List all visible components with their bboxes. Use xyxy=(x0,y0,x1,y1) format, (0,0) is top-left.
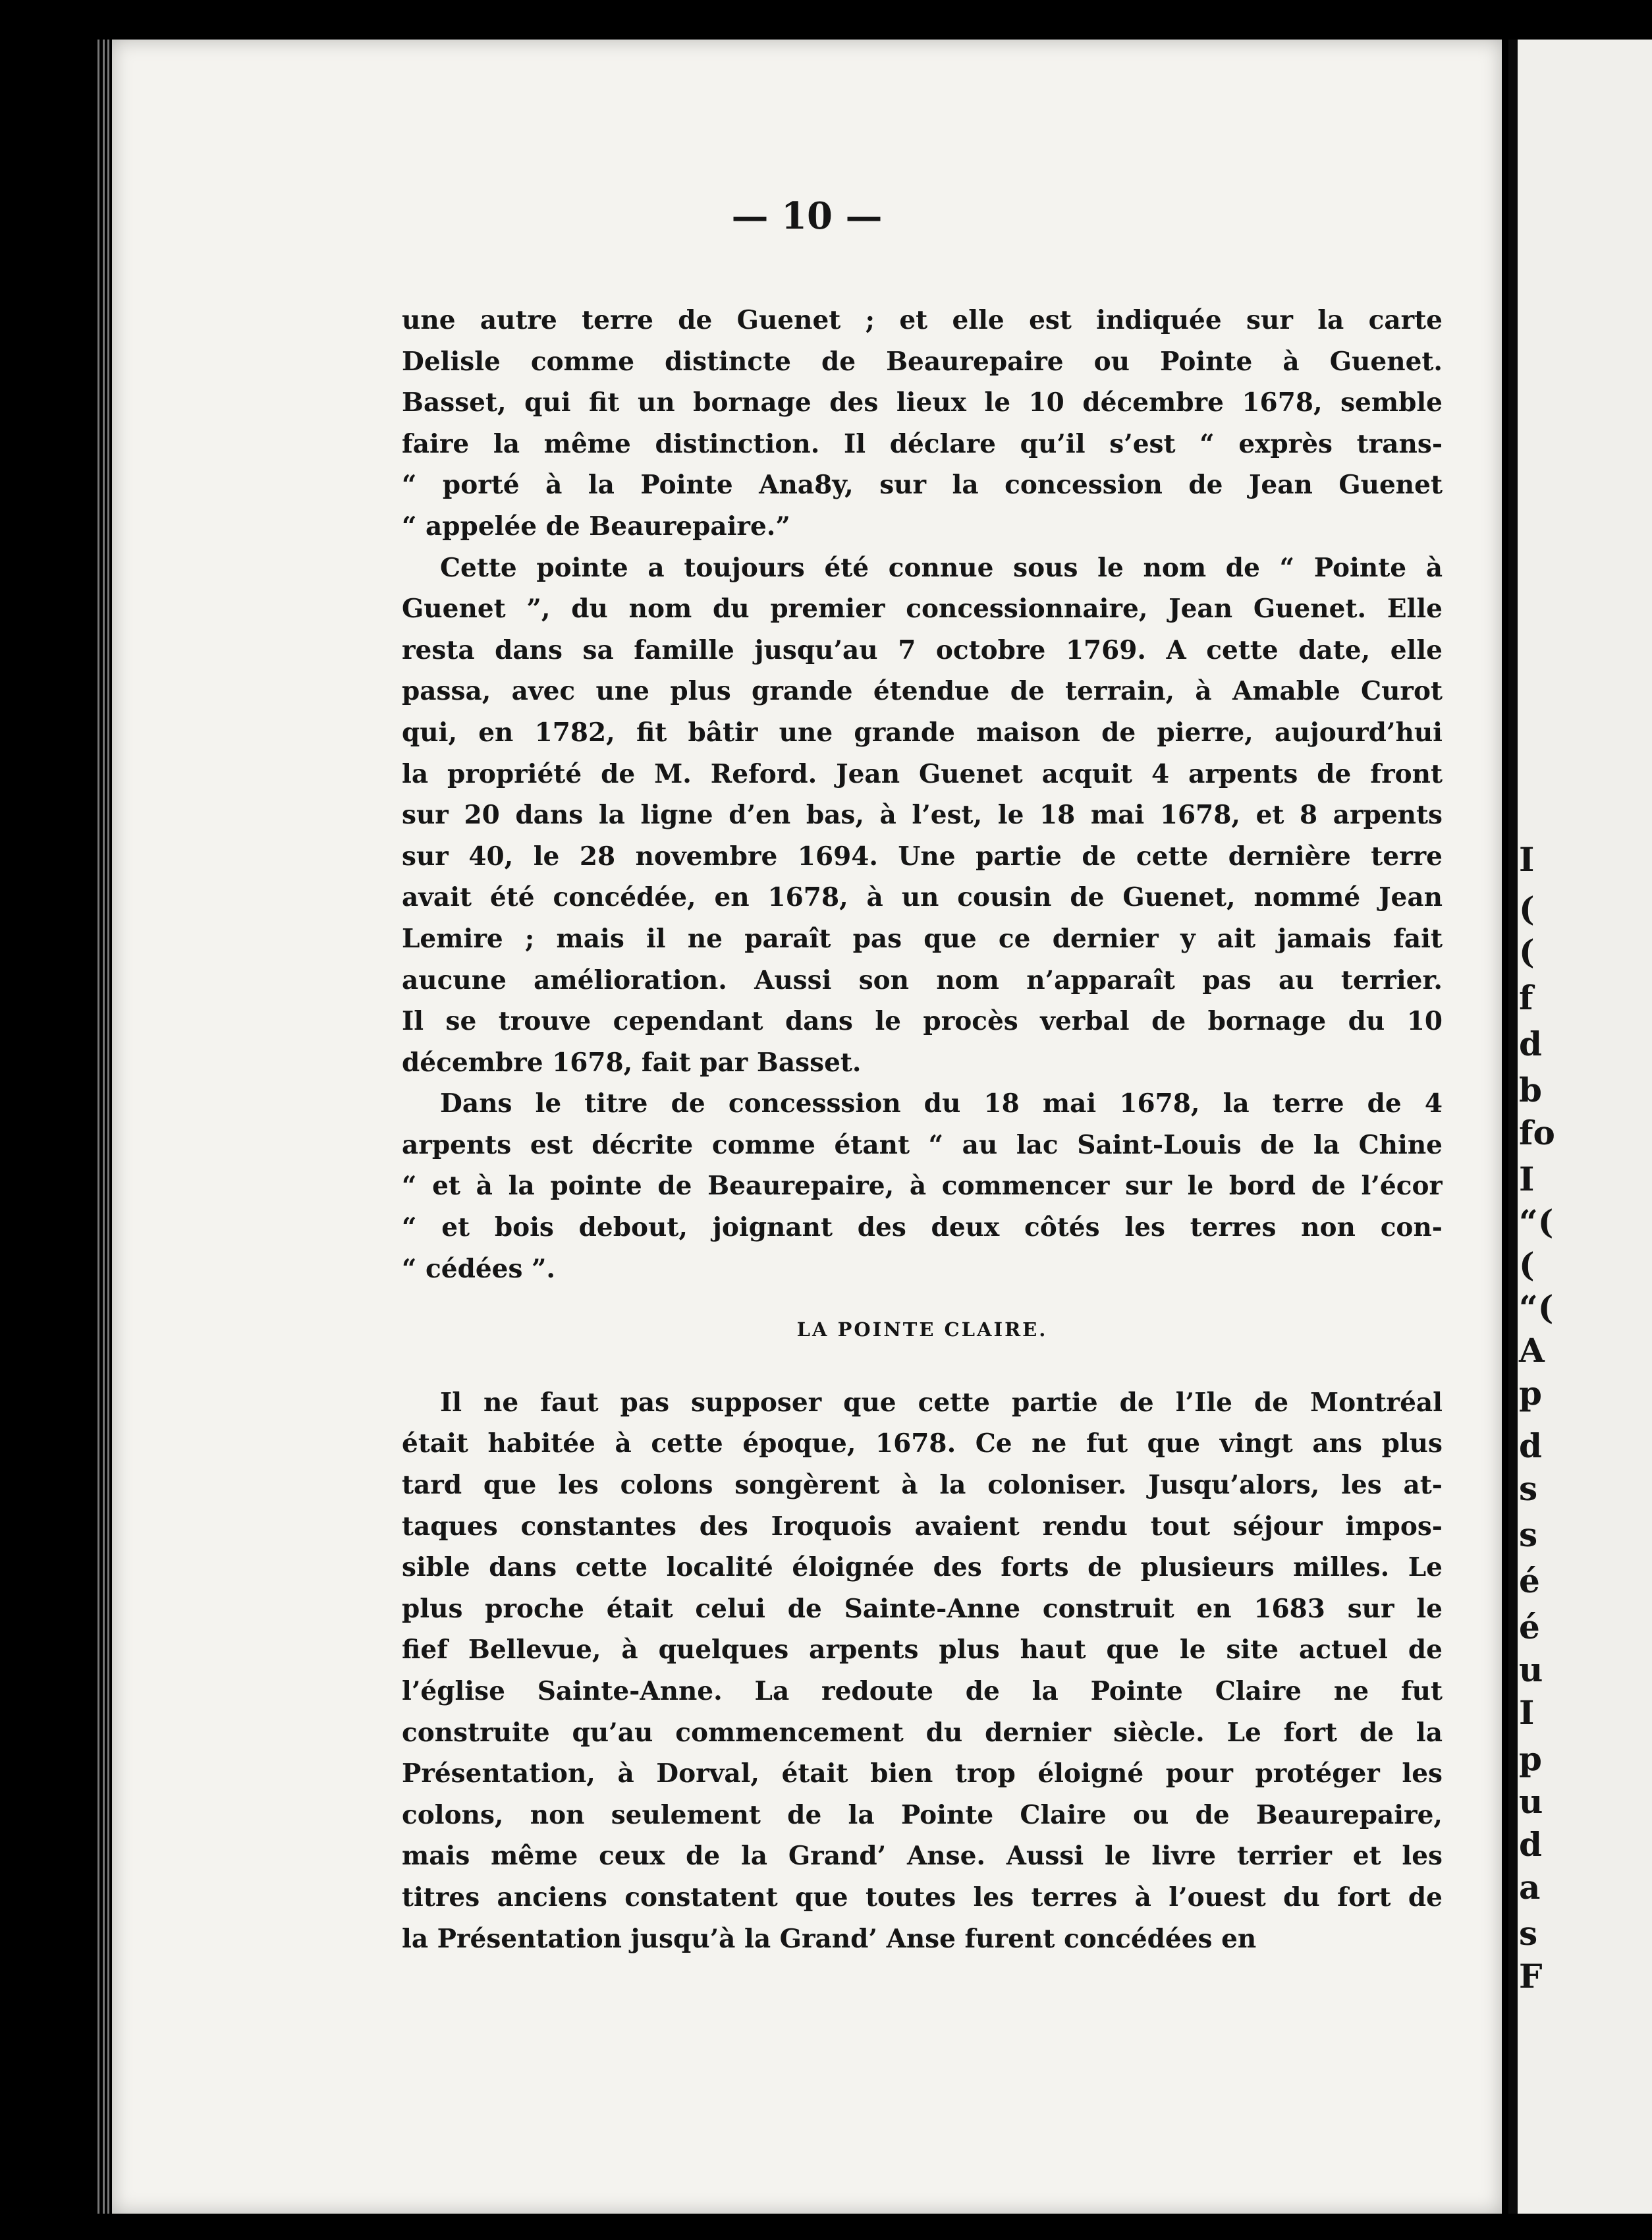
text-line: tard que les colons songèrent à la coloniser. Jusqu’alors, les at- xyxy=(402,1470,1443,1501)
text-line: Lemire ; mais il ne paraît pas que ce dernier y ait jamais fait xyxy=(402,923,1443,954)
page-number: — 10 — xyxy=(731,194,883,238)
text-line: Basset, qui fit un bornage des lieux le 10 décembre 1678, semble xyxy=(402,387,1443,418)
text-line: construite qu’au commencement du dernier siècle. Le fort de la xyxy=(402,1717,1443,1748)
text-line: était habitée à cette époque, 1678. Ce ne fut que vingt ans plus xyxy=(402,1428,1443,1459)
text-line: Il se trouve cependant dans le procès verbal de bornage du 10 xyxy=(402,1006,1443,1037)
text-line: la Présentation jusqu’à la Grand’ Anse furent concédées en xyxy=(402,1923,1257,1954)
next-page-fragment: ( xyxy=(1519,1245,1535,1284)
paragraph xyxy=(402,1382,1443,1959)
text-line: fief Bellevue, à quelques arpents plus haut que le site actuel de xyxy=(402,1635,1443,1666)
next-page-fragment: p xyxy=(1519,1374,1542,1413)
next-page-fragment: ( xyxy=(1519,889,1535,928)
paragraph xyxy=(402,547,1443,1084)
next-page-fragment: F xyxy=(1519,1957,1543,1996)
next-page-fragment: é xyxy=(1519,1608,1540,1646)
next-page-fragment: d xyxy=(1519,1426,1542,1465)
text-line: mais même ceux de la Grand’ Anse. Aussi le livre terrier et les xyxy=(402,1841,1443,1872)
text-line: sible dans cette localité éloignée des forts de plusieurs milles. Le xyxy=(402,1552,1443,1583)
next-page-fragment: s xyxy=(1519,1515,1538,1554)
text-line: resta dans sa famille jusqu’au 7 octobre 1769. A cette date, elle xyxy=(402,634,1443,665)
text-line: Guenet ”, du nom du premier concessionnaire, Jean Guenet. Elle xyxy=(402,594,1443,625)
page-text xyxy=(402,300,1443,1959)
text-line: titres anciens constatent que toutes les terres à l’ouest du fort de xyxy=(402,1882,1443,1913)
text-line: une autre terre de Guenet ; et elle est indiquée sur la carte xyxy=(402,305,1443,335)
text-line: arpents est décrite comme étant “ au lac Saint-Louis de la Chine xyxy=(402,1129,1443,1160)
next-page-fragment: I xyxy=(1519,1160,1535,1198)
next-page-fragment: s xyxy=(1519,1469,1538,1508)
text-line: Présentation, à Dorval, était bien trop éloigné pour protéger les xyxy=(402,1758,1443,1789)
text-line: “ cédées ”. xyxy=(402,1253,556,1284)
text-line: sur 20 dans la ligne d’en bas, à l’est, le 18 mai 1678, et 8 arpents xyxy=(402,800,1443,831)
text-line: “ et bois debout, joignant des deux côtés les terres non con- xyxy=(402,1212,1443,1243)
text-line: qui, en 1782, fit bâtir une grande maison de pierre, aujourd’hui xyxy=(402,717,1443,748)
text-line: sur 40, le 28 novembre 1694. Une partie de cette dernière terre xyxy=(402,841,1443,872)
text-line: décembre 1678, fait par Basset. xyxy=(402,1047,862,1078)
text-line: faire la même distinction. Il déclare qu’il s’est “ exprès trans- xyxy=(402,428,1443,459)
next-page-fragment: fo xyxy=(1519,1113,1555,1152)
next-page-fragment: b xyxy=(1519,1071,1542,1109)
text-line: Il ne faut pas supposer que cette partie de l’Ile de Montréal xyxy=(440,1387,1443,1418)
next-page-fragment: s xyxy=(1519,1914,1538,1953)
next-page-fragment: A xyxy=(1519,1331,1545,1370)
book-page xyxy=(112,40,1502,2214)
next-page-fragment: é xyxy=(1519,1561,1540,1600)
paragraphs xyxy=(402,300,1443,1289)
page-edge xyxy=(97,40,99,2214)
text-line: Dans le titre de concesssion du 18 mai 1678, la terre de 4 xyxy=(440,1088,1443,1119)
next-page-fragment: ( xyxy=(1519,932,1535,971)
text-line: Delisle comme distincte de Beaurepaire ou Pointe à Guenet. xyxy=(402,346,1443,377)
next-page-edge xyxy=(1508,40,1652,2214)
next-page-fragment: I xyxy=(1519,1693,1535,1732)
text-line: plus proche était celui de Sainte-Anne construit en 1683 sur le xyxy=(402,1593,1443,1624)
text-line: aucune amélioration. Aussi son nom n’apparaît pas au terrier. xyxy=(402,965,1443,995)
section-paragraphs xyxy=(402,1382,1443,1959)
text-line: Cette pointe a toujours été connue sous le nom de “ Pointe à xyxy=(440,552,1443,583)
next-page-fragment: a xyxy=(1519,1868,1541,1907)
paragraph xyxy=(402,300,1443,547)
section-heading: LA POINTE CLAIRE. xyxy=(796,1318,1048,1341)
page-edge xyxy=(103,40,105,2214)
text-line: la propriété de M. Reford. Jean Guenet acquit 4 arpents de front xyxy=(402,758,1443,789)
text-line: avait été concédée, en 1678, à un cousin de Guenet, nommé Jean xyxy=(402,882,1443,913)
paragraph xyxy=(402,1083,1443,1289)
text-line: colons, non seulement de la Pointe Claire ou de Beaurepaire, xyxy=(402,1799,1443,1830)
next-page-fragment: u xyxy=(1519,1782,1543,1821)
text-line: l’église Sainte-Anne. La redoute de la Pointe Claire ne fut xyxy=(402,1676,1443,1706)
next-page-fragment: “( xyxy=(1519,1202,1554,1241)
text-line: “ appelée de Beaurepaire.” xyxy=(402,511,790,542)
next-page-fragment: p xyxy=(1519,1739,1542,1778)
next-page-fragment: u xyxy=(1519,1650,1543,1689)
text-line: taques constantes des Iroquois avaient rendu tout séjour impos- xyxy=(402,1511,1443,1542)
text-line: “ et à la pointe de Beaurepaire, à commencer sur le bord de l’écor xyxy=(402,1171,1443,1202)
text-line: “ porté à la Pointe Ana8y, sur la concession de Jean Guenet xyxy=(402,470,1443,501)
text-line: passa, avec une plus grande étendue de terrain, à Amable Curot xyxy=(402,676,1443,707)
next-page-fragment: “( xyxy=(1519,1288,1554,1327)
next-page-fragment: f xyxy=(1519,978,1533,1017)
next-page-fragment: I xyxy=(1519,840,1535,879)
page-edge xyxy=(107,40,109,2214)
next-page-fragment: d xyxy=(1519,1024,1542,1063)
next-page-fragment: d xyxy=(1519,1825,1542,1864)
